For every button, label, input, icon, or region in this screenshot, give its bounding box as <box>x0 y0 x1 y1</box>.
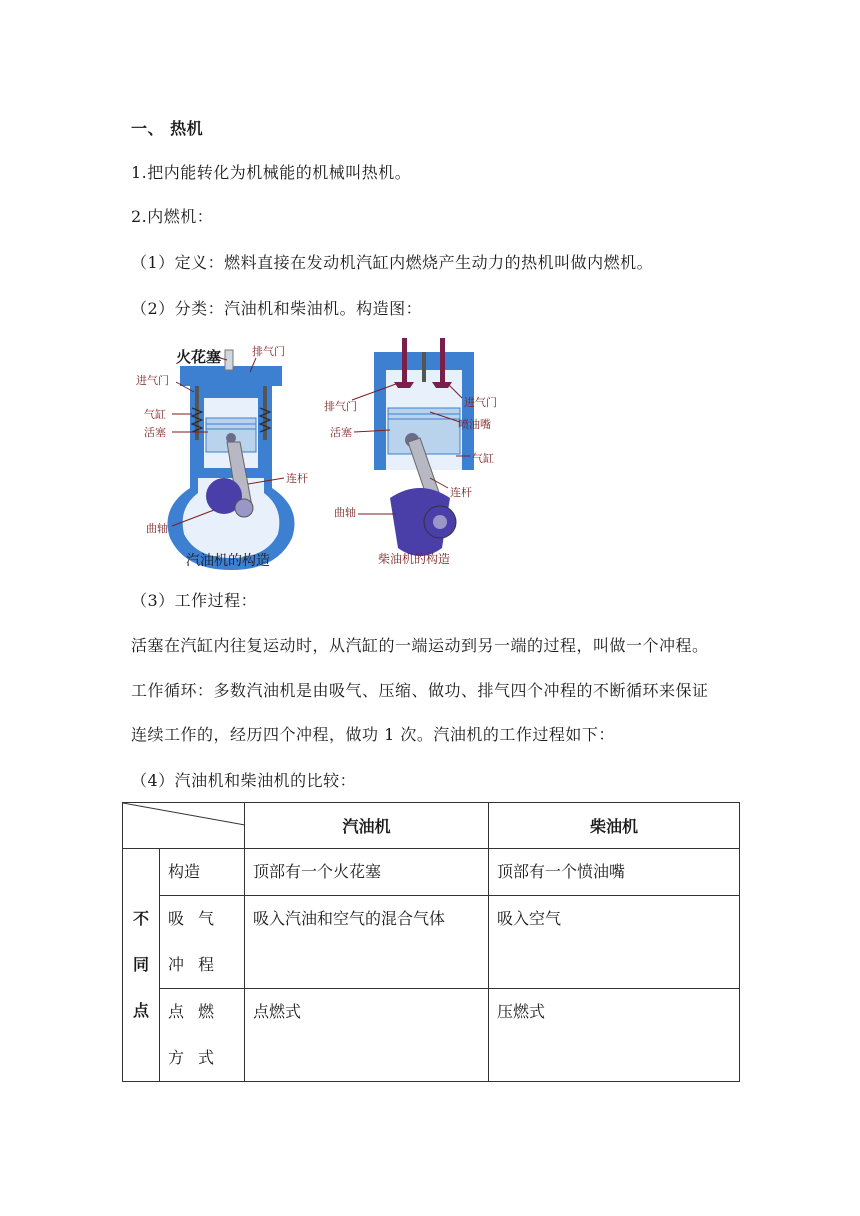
label-connecting-rod-diesel: 连杆 <box>450 486 472 499</box>
diagonal-header-cell <box>123 803 245 849</box>
paragraph-process-heading: （3）工作过程： <box>131 591 258 610</box>
label-piston: 活塞 <box>144 426 166 439</box>
table-row <box>123 896 740 989</box>
row-item-structure: 构造 <box>160 849 245 896</box>
label-piston-diesel: 活塞 <box>330 426 352 439</box>
paragraph-comparison-heading: （4）汽油机和柴油机的比较： <box>131 771 357 790</box>
label-exhaust-valve: 排气门 <box>252 345 285 358</box>
gasoline-engine-figure <box>132 338 322 574</box>
row-diesel-intake: 吸入空气 <box>489 896 740 989</box>
group-char-2: 同 <box>132 955 149 974</box>
label-intake-valve-diesel: 进气门 <box>464 396 497 409</box>
gasoline-caption: 汽油机的构造 <box>186 553 270 569</box>
diesel-caption: 柴油机的构造 <box>378 552 451 566</box>
row-item-ignition: 点燃方式 <box>160 989 245 1082</box>
table-row <box>123 849 740 896</box>
label-connecting-rod: 连杆 <box>286 472 308 485</box>
paragraph-classification: （2）分类：汽油机和柴油机。构造图： <box>131 299 423 318</box>
diesel-engine-figure <box>324 338 510 570</box>
row-item-intake: 吸气冲程 <box>160 896 245 989</box>
comparison-table <box>122 802 740 1082</box>
row-gasoline-ignition: 点燃式 <box>245 989 489 1082</box>
row-diesel-ignition: 压燃式 <box>489 989 740 1082</box>
group-char-1: 不 <box>132 909 149 928</box>
paragraph-ice-definition: （1）定义：燃料直接在发动机汽缸内燃烧产生动力的热机叫做内燃机。 <box>131 253 654 272</box>
label-intake-valve: 进气门 <box>136 374 169 387</box>
group-label-differences <box>123 849 160 1082</box>
label-spark-plug: 火花塞 <box>176 348 222 366</box>
table-header-row <box>123 803 740 849</box>
header-diesel: 柴油机 <box>489 803 740 849</box>
diagonal-line <box>123 803 245 849</box>
row-gasoline-structure: 顶部有一个火花塞 <box>245 849 489 896</box>
row-diesel-structure: 顶部有一个愤油嘴 <box>489 849 740 896</box>
paragraph-ice-heading: 2.内燃机： <box>131 207 214 226</box>
paragraph-cycle-line1: 工作循环：多数汽油机是由吸气、压缩、做功、排气四个冲程的不断循环来保证 <box>131 681 709 700</box>
paragraph-cycle-line2: 连续工作的，经历四个冲程，做功 1 次。汽油机的工作过程如下： <box>131 725 615 744</box>
section-title: 一、 热机 <box>131 119 204 138</box>
label-injector: 喷油嘴 <box>458 418 491 431</box>
paragraph-definition: 1.把内能转化为机械能的机械叫热机。 <box>131 163 412 182</box>
group-char-3: 点 <box>132 1001 149 1020</box>
paragraph-stroke-definition: 活塞在汽缸内往复运动时，从汽缸的一端运动到另一端的过程，叫做一个冲程。 <box>131 636 709 655</box>
label-crankshaft-diesel: 曲轴 <box>334 506 356 519</box>
label-cylinder: 气缸 <box>144 408 166 421</box>
table-row <box>123 989 740 1082</box>
row-gasoline-intake: 吸入汽油和空气的混合气体 <box>245 896 489 989</box>
label-crankshaft: 曲轴 <box>146 522 168 535</box>
label-cylinder-diesel: 气缸 <box>472 452 494 465</box>
header-gasoline: 汽油机 <box>245 803 489 849</box>
label-exhaust-valve-diesel: 排气门 <box>324 400 357 413</box>
